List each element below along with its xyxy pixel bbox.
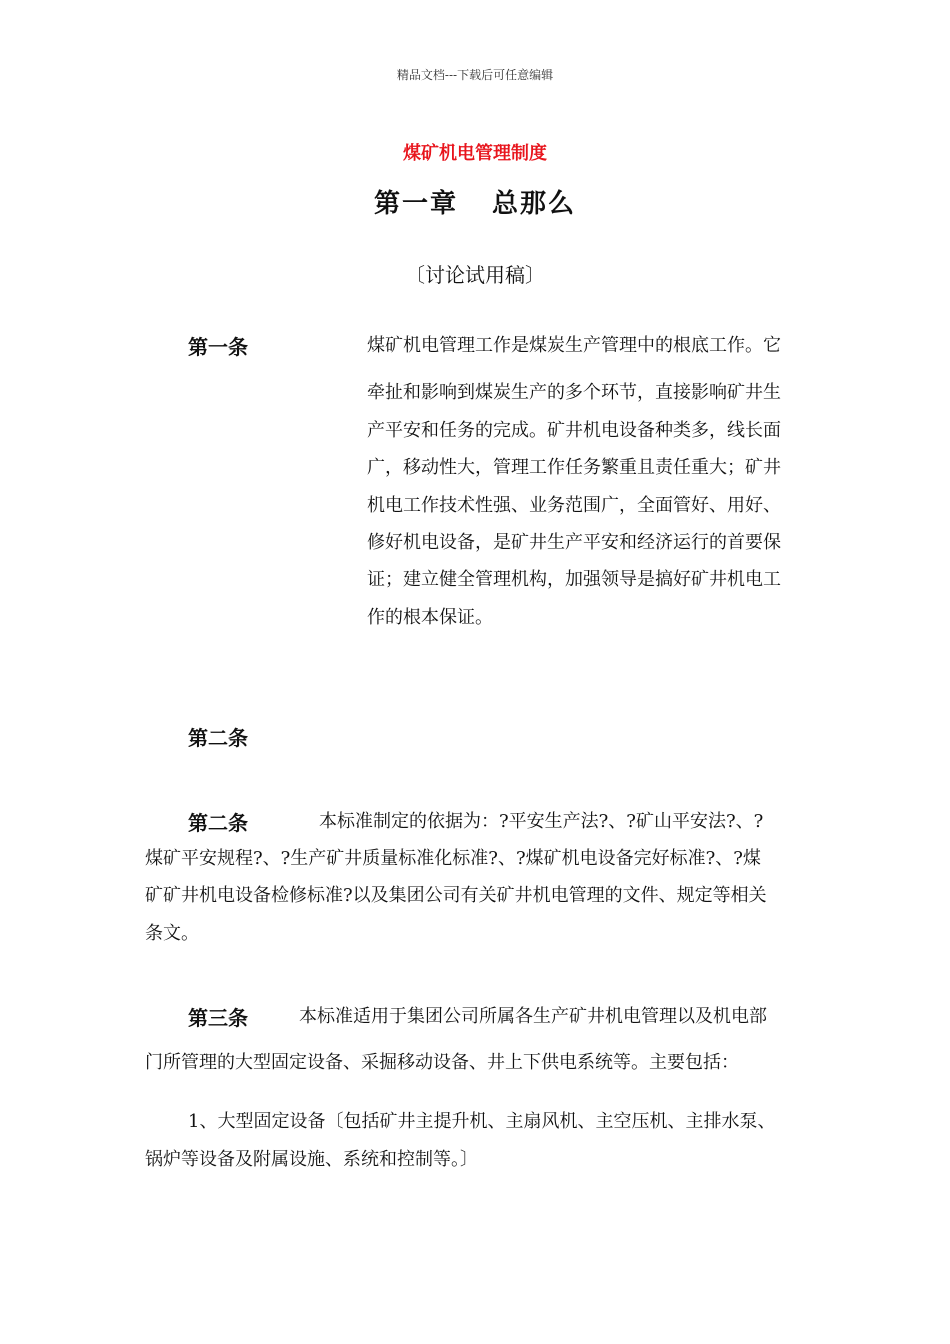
article-2-label: 第二条: [188, 811, 248, 835]
text-line: 广，移动性大，管理工作任务繁重且责任重大；矿井: [367, 457, 781, 479]
text-line: 作的根本保证。: [367, 606, 493, 628]
document-title: 煤矿机电管理制度: [403, 143, 547, 164]
article-3-label: 第三条: [188, 1006, 248, 1030]
chapter-title: [0, 183, 950, 220]
text-line: 条文。: [145, 922, 199, 944]
header-note: 精品文档---下载后可任意编辑: [396, 68, 554, 82]
item-1-first-line: 1、大型固定设备〔包括矿井主提升机、主扇风机、主空压机、主排水泵、: [188, 1111, 776, 1132]
article-1-text: [367, 327, 781, 636]
item-1-text: [145, 1141, 478, 1178]
text-line: 矿矿井机电设备检修标准?以及集团公司有关矿井机电管理的文件、规定等相关: [145, 885, 767, 907]
article-2-first-line: 本标准制定的依据为：?平安生产法?、?矿山平安法?、?: [319, 811, 764, 832]
text-line: 煤矿平安规程?、?生产矿井质量标准化标准?、?煤矿机电设备完好标准?、?煤: [145, 848, 761, 869]
chapter-name: 总那么: [492, 189, 577, 219]
article-2-heading: 第二条: [188, 726, 248, 750]
text-line: 煤矿机电管理工作是煤炭生产管理中的根底工作。它: [367, 335, 781, 356]
text-line: 牵扯和影响到煤炭生产的多个环节，直接影响矿井生: [367, 382, 781, 404]
chapter-number: 第一章: [373, 189, 458, 219]
text-line: 产平安和任务的完成。矿井机电设备种类多，线长面: [367, 419, 781, 441]
text-line: 机电工作技术性强、业务范围广，全面管好、用好、: [367, 494, 781, 516]
article-1-label: 第一条: [188, 335, 248, 359]
text-line: 证；建立健全管理机构，加强领导是搞好矿井机电工: [367, 569, 781, 591]
text-line: 修好机电设备，是矿井生产平安和经济运行的首要保: [367, 532, 781, 554]
article-2-text: [145, 840, 767, 952]
text-line: 锅炉等设备及附属设施、系统和控制等。〕: [145, 1149, 478, 1170]
article-3-text: [145, 1035, 739, 1081]
text-line: 门所管理的大型固定设备、采掘移动设备、井上下供电系统等。主要包括：: [145, 1052, 739, 1073]
article-3-first-line: 本标准适用于集团公司所属各生产矿井机电管理以及机电部: [299, 1006, 767, 1027]
draft-note: 〔讨论试用稿〕: [405, 263, 545, 287]
